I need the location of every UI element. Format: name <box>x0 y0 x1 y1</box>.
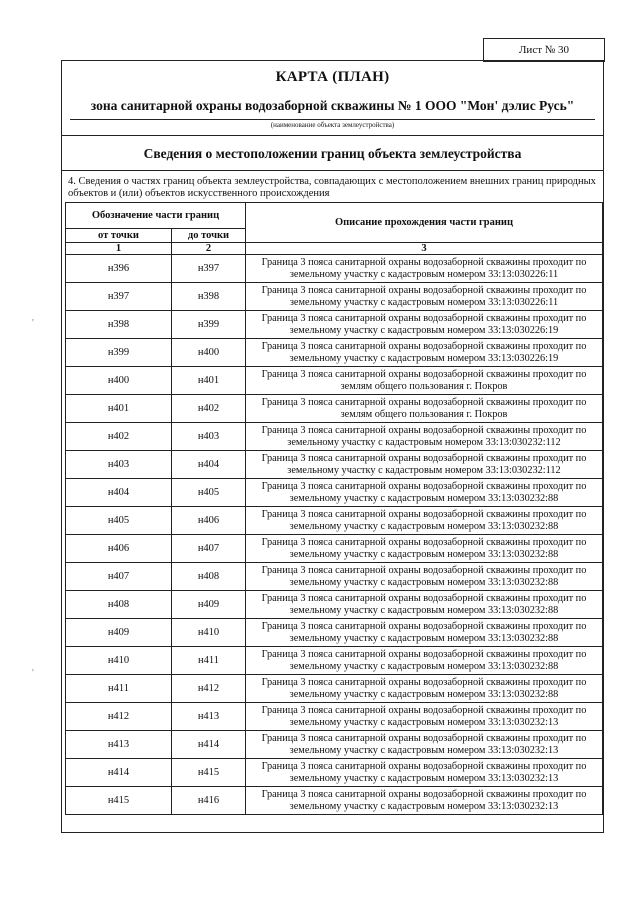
row-from-point: н414 <box>66 759 172 787</box>
row-to-point: н412 <box>172 675 246 703</box>
row-to-point: н407 <box>172 535 246 563</box>
row-description: Граница 3 пояса санитарной охраны водозаборной скважины проходит по земельному участку с кадастровым номером 33:13:030232:13 <box>246 759 603 787</box>
row-description: Граница 3 пояса санитарной охраны водозаборной скважины проходит по земельному участку с кадастровым номером 33:13:030226:11 <box>246 255 603 283</box>
row-description: Граница 3 пояса санитарной охраны водозаборной скважины проходит по земельному участку с кадастровым номером 33:13:030232:88 <box>246 507 603 535</box>
row-from-point: н415 <box>66 787 172 815</box>
row-from-point: н413 <box>66 731 172 759</box>
row-to-point: н411 <box>172 647 246 675</box>
row-description: Граница 3 пояса санитарной охраны водозаборной скважины проходит по земельному участку с кадастровым номером 33:13:030232:88 <box>246 563 603 591</box>
row-from-point: н406 <box>66 535 172 563</box>
row-from-point: н400 <box>66 367 172 395</box>
table-row <box>66 339 603 367</box>
row-description: Граница 3 пояса санитарной охраны водозаборной скважины проходит по земельному участку с кадастровым номером 33:13:030232:88 <box>246 479 603 507</box>
row-description: Граница 3 пояса санитарной охраны водозаборной скважины проходит по земельному участку с кадастровым номером 33:13:030226:19 <box>246 339 603 367</box>
row-description: Граница 3 пояса санитарной охраны водозаборной скважины проходит по землям общего пользования г. Покров <box>246 395 603 423</box>
col-num-1: 1 <box>66 243 172 255</box>
row-description: Граница 3 пояса санитарной охраны водозаборной скважины проходит по земельному участку с кадастровым номером 33:13:030232:13 <box>246 731 603 759</box>
row-to-point: н415 <box>172 759 246 787</box>
boundary-table <box>65 202 603 815</box>
row-from-point: н412 <box>66 703 172 731</box>
row-description: Граница 3 пояса санитарной охраны водозаборной скважины проходит по земельному участку с кадастровым номером 33:13:030232:112 <box>246 451 603 479</box>
row-from-point: н410 <box>66 647 172 675</box>
table-row <box>66 507 603 535</box>
col-num-3: 3 <box>246 243 603 255</box>
table-row <box>66 367 603 395</box>
row-to-point: н400 <box>172 339 246 367</box>
row-to-point: н402 <box>172 395 246 423</box>
group-header: Обозначение части границ <box>66 203 246 229</box>
row-to-point: н401 <box>172 367 246 395</box>
table-row <box>66 563 603 591</box>
row-from-point: н409 <box>66 619 172 647</box>
row-from-point: н404 <box>66 479 172 507</box>
row-from-point: н396 <box>66 255 172 283</box>
table-row <box>66 647 603 675</box>
row-to-point: н414 <box>172 731 246 759</box>
row-from-point: н402 <box>66 423 172 451</box>
col-from-header: от точки <box>66 229 172 243</box>
map-caption: (наименование объекта землеустройства) <box>70 119 595 129</box>
scan-mark: ' <box>32 668 34 679</box>
row-to-point: н416 <box>172 787 246 815</box>
row-description: Граница 3 пояса санитарной охраны водозаборной скважины проходит по земельному участку с кадастровым номером 33:13:030232:13 <box>246 787 603 815</box>
row-description: Граница 3 пояса санитарной охраны водозаборной скважины проходит по земельному участку с кадастровым номером 33:13:030226:19 <box>246 311 603 339</box>
row-from-point: н408 <box>66 591 172 619</box>
row-to-point: н397 <box>172 255 246 283</box>
row-description: Граница 3 пояса санитарной охраны водозаборной скважины проходит по земельному участку с кадастровым номером 33:13:030226:11 <box>246 283 603 311</box>
row-to-point: н409 <box>172 591 246 619</box>
row-from-point: н398 <box>66 311 172 339</box>
table-row <box>66 619 603 647</box>
row-to-point: н398 <box>172 283 246 311</box>
row-from-point: н399 <box>66 339 172 367</box>
scan-mark: ' <box>32 318 34 329</box>
row-to-point: н404 <box>172 451 246 479</box>
row-from-point: н397 <box>66 283 172 311</box>
section-note: 4. Сведения о частях границ объекта землеустройства, совпадающих с местоположением внешних границ природных объектов и (или) объектов искусственного происхождения <box>68 176 596 199</box>
table-row <box>66 255 603 283</box>
row-description: Граница 3 пояса санитарной охраны водозаборной скважины проходит по земельному участку с кадастровым номером 33:13:030232:88 <box>246 535 603 563</box>
row-to-point: н405 <box>172 479 246 507</box>
table-body <box>66 255 603 815</box>
row-to-point: н406 <box>172 507 246 535</box>
map-title: КАРТА (ПЛАН) <box>275 69 390 85</box>
table-row <box>66 311 603 339</box>
table-row <box>66 423 603 451</box>
table-row <box>66 283 603 311</box>
table-row <box>66 731 603 759</box>
row-to-point: н403 <box>172 423 246 451</box>
table-row <box>66 787 603 815</box>
table-row <box>66 395 603 423</box>
col-desc-header: Описание прохождения части границ <box>246 203 603 243</box>
row-from-point: н403 <box>66 451 172 479</box>
document-frame <box>61 60 604 833</box>
row-description: Граница 3 пояса санитарной охраны водозаборной скважины проходит по земельному участку с кадастровым номером 33:13:030232:88 <box>246 591 603 619</box>
table-row <box>66 535 603 563</box>
table-row <box>66 703 603 731</box>
table-row <box>66 759 603 787</box>
row-to-point: н410 <box>172 619 246 647</box>
table-row <box>66 479 603 507</box>
row-from-point: н411 <box>66 675 172 703</box>
col-to-header: до точки <box>172 229 246 243</box>
sheet-number: Лист № 30 <box>483 38 605 62</box>
row-description: Граница 3 пояса санитарной охраны водозаборной скважины проходит по земельному участку с кадастровым номером 33:13:030232:88 <box>246 647 603 675</box>
row-to-point: н399 <box>172 311 246 339</box>
col-num-2: 2 <box>172 243 246 255</box>
document-header <box>62 61 603 136</box>
row-to-point: н408 <box>172 563 246 591</box>
row-description: Граница 3 пояса санитарной охраны водозаборной скважины проходит по земельному участку с кадастровым номером 33:13:030232:88 <box>246 675 603 703</box>
map-subtitle: зона санитарной охраны водозаборной скважины № 1 ООО "Мон' дэлис Русь" <box>90 98 575 113</box>
section-title: Сведения о местоположении границ объекта землеустройства <box>62 136 603 171</box>
row-description: Граница 3 пояса санитарной охраны водозаборной скважины проходит по земельному участку с кадастровым номером 33:13:030232:88 <box>246 619 603 647</box>
table-row <box>66 591 603 619</box>
row-description: Граница 3 пояса санитарной охраны водозаборной скважины проходит по земельному участку с кадастровым номером 33:13:030232:112 <box>246 423 603 451</box>
row-description: Граница 3 пояса санитарной охраны водозаборной скважины проходит по земельному участку с кадастровым номером 33:13:030232:13 <box>246 703 603 731</box>
row-from-point: н407 <box>66 563 172 591</box>
row-to-point: н413 <box>172 703 246 731</box>
table-row <box>66 675 603 703</box>
row-from-point: н405 <box>66 507 172 535</box>
table-row <box>66 451 603 479</box>
row-description: Граница 3 пояса санитарной охраны водозаборной скважины проходит по землям общего пользования г. Покров <box>246 367 603 395</box>
row-from-point: н401 <box>66 395 172 423</box>
